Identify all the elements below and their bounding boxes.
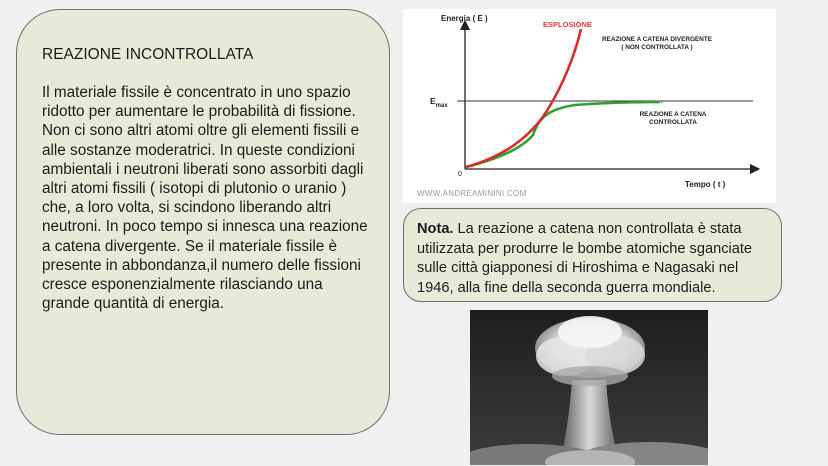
mushroom-cloud-image [470,310,708,465]
divergent-label: REAZIONE A CATENA DIVERGENTE ( NON CONTROLLATA ) [602,36,712,51]
emax-label: $E_{max}$ [430,96,448,109]
y-axis-label: Energia ( E ) [441,14,488,23]
energy-time-chart [403,9,776,203]
main-body-text: Il materiale fissile è concentrato in uno spazio ridotto per aumentare le probabilità di fissione. Non ci sono altri atomi oltre gli elementi fissili e alle sostanze moderatrici. In queste condizioni ambientali i neutroni liberati sono assorbiti dagli altri atomi fissili ( isotopi di plutonio o uranio ) che, a loro volta, si scindono liberando altri neutroni. In poco tempo si innesca una reazione a catena divergente. Se il materiale fissile è presente in abbondanza,il numero delle fissioni cresce esponenzialmente rilasciando una grande quantità di energia. [42,84,368,313]
chart-svg [403,9,776,203]
divergent-curve [466,29,581,167]
main-title: REAZIONE INCONTROLLATA [42,46,254,63]
note-card [403,208,782,302]
chart-watermark: WWW.ANDREAMININI.COM [417,189,527,198]
main-text-card [16,9,390,435]
mushroom-cloud-photo [470,310,708,465]
explosion-label: ESPLOSIONE [543,20,592,29]
origin-label: 0 [458,171,462,178]
note-text: La reazione a catena non controllata è stata utilizzata per produrre le bombe atomiche sganciate sulle città giapponesi di Hiroshima e Nagasaki nel 1946, alla fine della seconda guerra mondiale. [417,221,753,296]
note-label: Nota. [417,221,454,237]
x-axis-label: Tempo ( t ) [685,180,726,189]
controlled-label: REAZIONE A CATENA CONTROLLATA [639,111,707,126]
